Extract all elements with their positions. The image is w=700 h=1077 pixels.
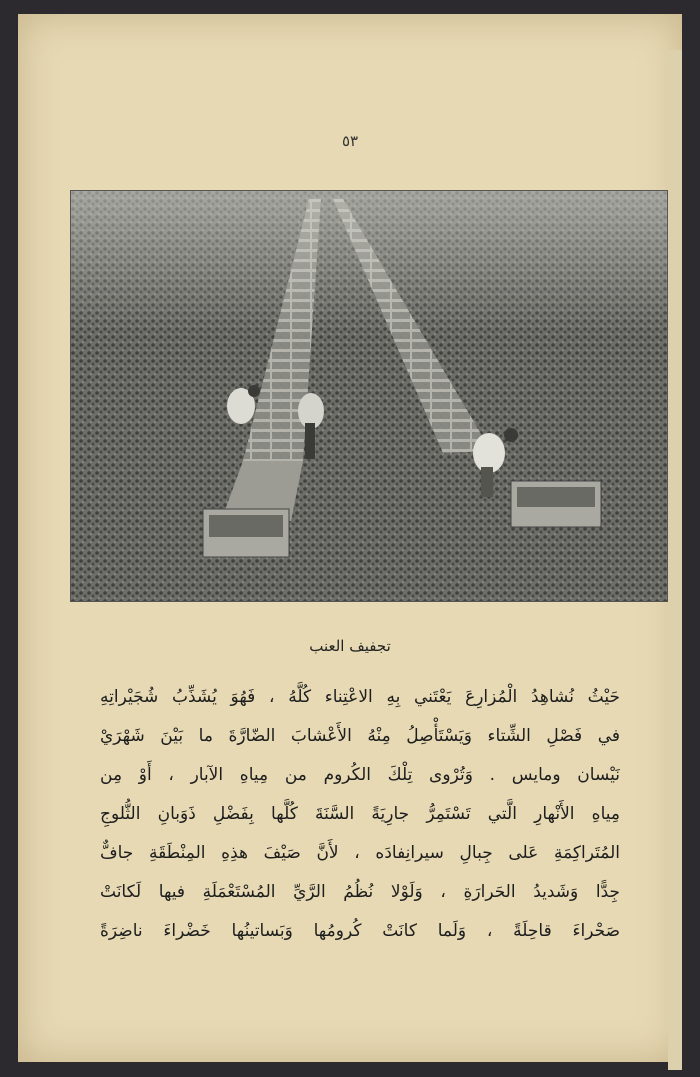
text-line: مِياهِ الأَنْهارِ الَّتي تَسْتَمِرُّ جارِيَةً السَّنَةَ كُلَّها بِفَضْلِ ذَوَبانِ الثُّلوجِ [100, 804, 620, 824]
page-number: ٥٣ [341, 132, 359, 150]
text-line: نَيْسان ومايس . وَتُرْوى تِلْكَ الكُروم من مِياهِ الآبار ، أَوْ مِن [100, 765, 620, 785]
body-paragraph [100, 678, 620, 951]
vineyard-photo [70, 190, 668, 602]
text-line: صَحْراءَ قاحِلَةً ، وَلَما كانَتْ كُرومُها وَبَساتينُها خَضْراءَ ناضِرَةً [100, 921, 620, 941]
text-line: في فَصْلِ الشِّتاء وَيَسْتَأْصِلُ مِنْهُ الأَعْشابَ الضّارَّةَ ما بَيْنَ شَهْرَيْ [100, 726, 620, 746]
figure-caption: تجفيف العنب [309, 637, 391, 655]
book-page [18, 14, 682, 1062]
text-line: المُتَراكِمَةِ عَلى جِبالِ سيرانِفادَه ، لأَنَّ صَيْفَ هذِهِ المِنْطَقَةِ جافٌّ [100, 843, 620, 863]
text-line: جِدًّا وَشَديدُ الحَرارَةِ ، وَلَوْلا نُظُمُ الرَّيِّ المُسْتَعْمَلَةِ فيها لَكانَتْ [100, 882, 620, 902]
text-line: حَيْثُ نُشاهِدُ الْمُزارِعَ يَعْتَني بِهِ الاعْتِناء كُلَّهُ ، فَهُوَ يُشَذِّبُ شُجَيْراتِهِ [100, 687, 620, 707]
next-page-edge [668, 50, 682, 1070]
